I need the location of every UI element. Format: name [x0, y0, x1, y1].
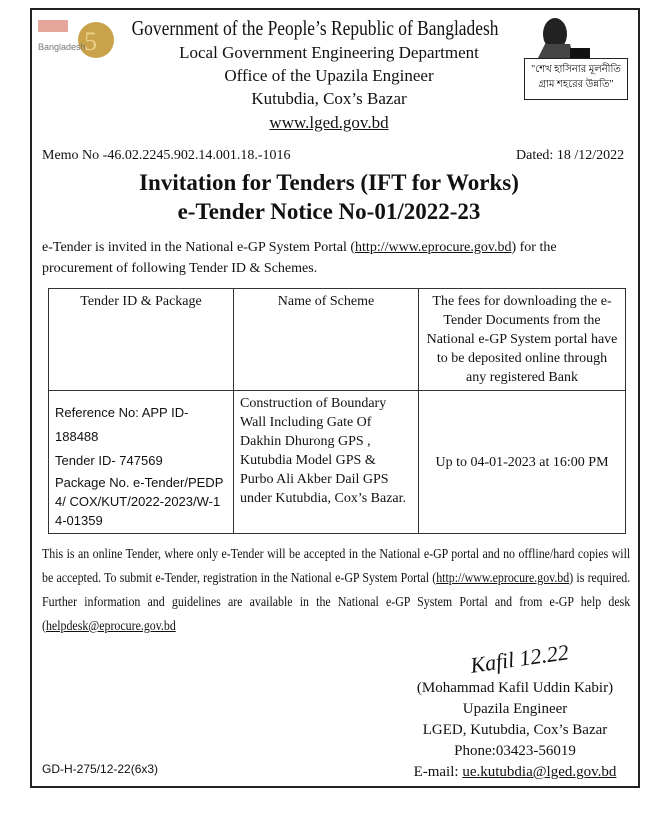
scheme-name: Construction of Boundary Wall Including Gate Of Dakhin Dhurong GPS , Kutubdia Model GPS & Purbo Ali Akber Dail GPS under Kutubdia, Cox’s Bazar. [234, 391, 419, 534]
website-link[interactable]: www.lged.gov.bd [269, 113, 389, 132]
signatory-phone: Phone:03423-56019 [454, 743, 576, 759]
signatory-org: LGED, Kutubdia, Cox’s Bazar [422, 722, 608, 738]
deadline: Up to 04-01-2023 at 16:00 PM [419, 391, 626, 534]
tender-id: Tender ID- 747569 [55, 453, 163, 468]
slogan-line: গ্রাম শহরের উন্নতি" [538, 79, 614, 90]
signatory-block: (Mohammad Kafil Uddin Kabir) Upazila Engineer LGED, Kutubdia, Cox’s Bazar Phone:03423-56019 E-mail: ue.kutubdia@lged.gov.bd [400, 678, 630, 783]
memo-number: Memo No -46.02.2245.902.14.001.18.-1016 [42, 148, 291, 163]
reference-no: Reference No: APP ID-188488 [55, 405, 189, 444]
signatory-email[interactable]: ue.kutubdia@lged.gov.bd [462, 764, 617, 780]
header-scheme: Name of Scheme [234, 289, 419, 391]
helpdesk-email-link[interactable]: helpdesk@eprocure.gov.bd [45, 619, 176, 634]
table-header-row [49, 289, 626, 391]
table-row [49, 391, 626, 534]
signatory-name: (Mohammad Kafil Uddin Kabir) [416, 680, 614, 696]
instructions-paragraph: This is an online Tender, where only e-Tender will be accepted in the National e-GP portal and no offline/hard copies will be accepted. To submit e-Tender, registration in the National e-GP System Portal (http://www.eprocure.gov.bd) is required. Further information and guidelines are available in the National e-GP System Portal and from e-GP help desk (helpdesk@eprocure.gov.bd [42, 547, 631, 634]
eprocure-link[interactable]: http://www.eprocure.gov.bd [355, 240, 512, 255]
eprocure-link-2[interactable]: http://www.eprocure.gov.bd [436, 571, 570, 586]
header-tender-id: Tender ID & Package [49, 289, 234, 391]
memo-date: Dated: 18 /12/2022 [516, 148, 625, 163]
header-fees: The fees for downloading the e-Tender Documents from the National e-GP System portal have to be deposited online through any registered Bank [419, 289, 626, 391]
notice-subtitle: e-Tender Notice No-01/2022-23 [177, 199, 481, 224]
tender-table [48, 288, 626, 534]
logo-text: Bangladesh [38, 42, 86, 52]
svg-text:5: 5 [84, 27, 97, 56]
signature: Kafil 12.22 [468, 639, 571, 678]
department: Local Government Engineering Department [179, 43, 479, 62]
government-title-wrap [120, 16, 510, 41]
intro-paragraph: e-Tender is invited in the National e-GP System Portal (http://www.eprocure.gov.bd) for the procurement of following Tender ID & Schemes. [42, 240, 557, 276]
notice-title: Invitation for Tenders (IFT for Works) [139, 170, 519, 195]
footer-code: GD-H-275/12-22(6x3) [42, 762, 159, 776]
slogan-line: "শেখ হাসিনার মূলনীতি [531, 64, 621, 75]
office: Office of the Upazila Engineer [224, 66, 434, 85]
location: Kutubdia, Cox’s Bazar [251, 89, 407, 108]
package-no: Package No. e-Tender/PEDP4/ COX/KUT/2022-2023/W-14-01359 [55, 475, 224, 528]
government-title: Government of the People’s Republic of Bangladesh [131, 16, 499, 40]
signatory-title: Upazila Engineer [462, 701, 568, 717]
